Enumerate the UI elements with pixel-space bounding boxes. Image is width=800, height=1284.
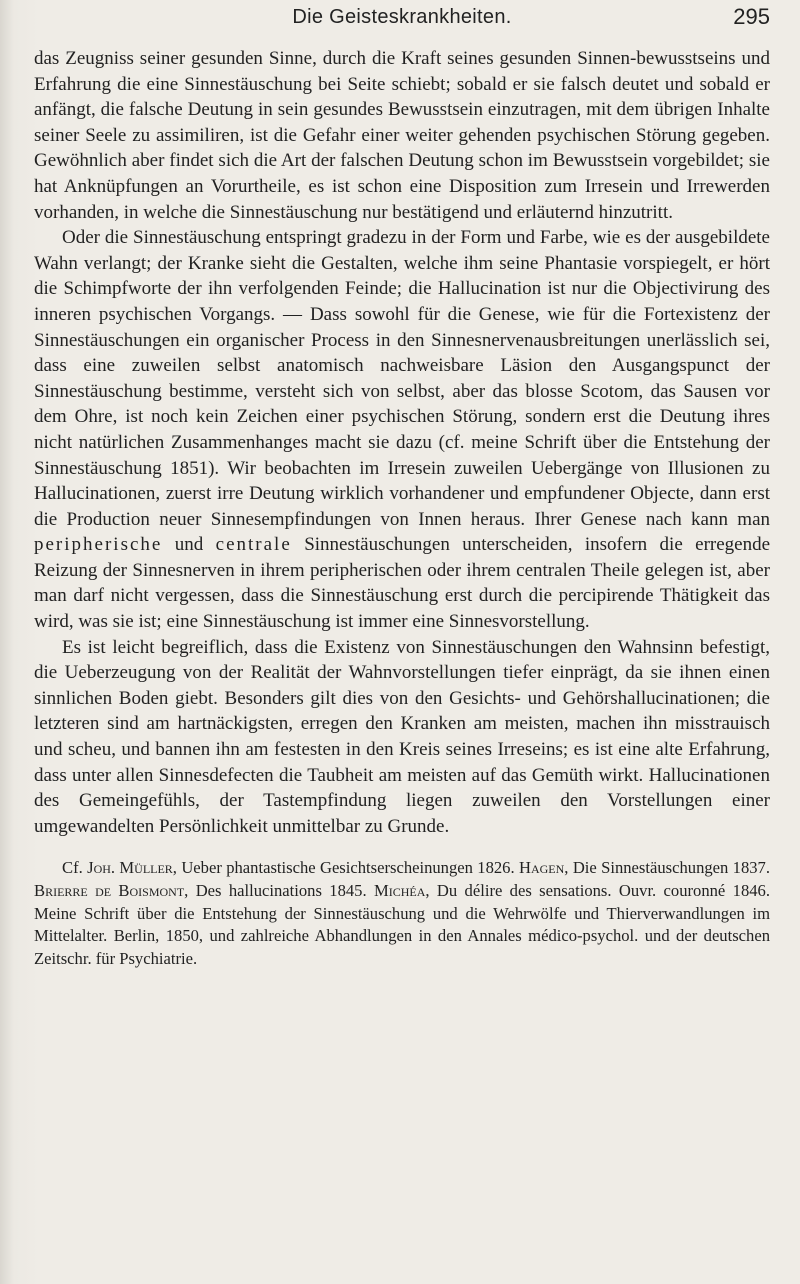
conjunction-und: und	[174, 534, 204, 556]
paragraph-2-text-a: Oder die Sinnestäuschung entspringt gradezu in der Form und Farbe, wie es der ausgebildete Wahn verlangt; der Kranke sieht die Gestalten, welche ihm seine Phantasie vorspiegelt, er hört die Schimpfworte der ihn verfolgenden Feinde; die Hallucination ist nur die Objectivirung des inneren psychischen Vorgangs. — Dass sowohl für die Genese, wie für die Fortexistenz der Sinnestäuschungen ein organischer Process in den Sinnesnervenausbreitungen unerlässlich sei, dass eine zuweilen selbst anatomisch nachweisbare Läsion den Ausgangspunct der Sinnestäuschung bestimme, versteht sich von selbst, aber das blosse Scotom, das Sausen vor dem Ohre, ist noch kein Zeichen einer psychischen Störung, sondern erst die Deutung ihres nicht natürlichen Zusammenhanges macht sie dazu (cf. meine Schrift über die Entstehung der Sinnestäuschung 1851). Wir beobachten im Irresein zuweilen Uebergänge von Illusionen zu Hallucinationen, zuerst irre Deutung wirklich vorhandener und empfundener Objecte, dann erst die Production neuer Sinnesempfindungen von Innen heraus. Ihrer Genese nach kann man	[34, 227, 770, 530]
running-title: Die Geisteskrankheiten.	[292, 6, 512, 28]
paragraph-1: das Zeugniss seiner gesunden Sinne, durch die Kraft seines gesunden Sinnen-bewusstseins und Erfahrung die eine Sinnestäuschung bei Seite schiebt; sobald er sie falsch deutet und sobald er anfängt, die falsche Deutung in sein gesundes Bewusstsein einzutragen, mit dem übrigen Inhalte seiner Seele zu assimiliren, ist die Gefahr einer weiter gehenden psychischen Störung gegeben. Gewöhnlich aber findet sich die Art der falschen Deutung schon im Bewusstsein vorgebildet; sie hat Anknüpfungen an Vorurtheile, es ist schon eine Disposition zum Irresein und Irrewerden vorhanden, in welche die Sinnestäuschung nur bestätigend und erläuternd hinzutritt.	[34, 48, 770, 223]
page-header	[34, 4, 770, 40]
paragraph-2-text-b: Sinnestäuschungen unterscheiden, insofern die erregende Reizung der Sinnesnerven in ihrem peripherischen oder ihrem centralen Theile gelegen ist, aber man darf nicht vergessen, dass die Sinnestäuschung erst durch die percipirende Thätigkeit das wird, was sie ist; eine Sinnestäuschung ist immer eine Sinnesvorstellung.	[34, 534, 771, 633]
ref-title-michea: Du délire des sensations. Ouvr. couronné 1846. Meine Schrift über die Entstehung der Sinnestäuschung und die Wehrwölfe und Thierverwandlungen im Mittelalter. Berlin, 1850, und zahlreiche Abhandlungen in den Annales médico-psychol. und der deutschen Zeitschr. für Psychiatrie.	[34, 881, 770, 968]
ref-cf: Cf.	[62, 858, 83, 878]
body-text	[34, 46, 770, 970]
term-peripherische: peripherische	[34, 534, 163, 556]
ref-title-hagen: Die Sinnestäuschungen 1837.	[572, 858, 771, 878]
paragraph-2	[34, 225, 770, 635]
ref-author-brierre: Brierre de Boismont,	[34, 881, 189, 900]
ref-title-brierre: Des hallucinations 1845.	[195, 881, 367, 900]
ref-title-mueller: Ueber phantastische Gesichtserscheinungen 1826.	[181, 858, 515, 878]
references	[34, 857, 770, 970]
ref-author-mueller: Joh. Müller,	[87, 858, 177, 878]
term-centrale: centrale	[215, 534, 292, 556]
ref-author-michea: Michéa,	[373, 881, 430, 900]
paragraph-3: Es ist leicht begreiflich, dass die Existenz von Sinnestäuschungen den Wahnsinn befestigt, die Ueberzeugung von der Realität der Wahnvorstellungen tiefer einprägt, da sie ihnen einen sinnlichen Boden giebt. Besonders gilt dies von den Gesichts- und Gehörshallucinationen; die letzteren sind am hartnäckigsten, erregen den Kranken am meisten, machen ihn misstrauisch und scheu, und bannen ihn am festesten in den Kreis seines Irreseins; es ist eine alte Erfahrung, dass unter allen Sinnesdefecten die Taubheit am meisten auf das Gemüth wirkt. Hallucinationen des Gemeingefühls, der Tastempfindung liegen zuweilen den Vorstellungen einer umgewandelten Persönlichkeit unmittelbar zu Grunde.	[34, 636, 770, 837]
ref-author-hagen: Hagen,	[518, 858, 569, 878]
page-number: 295	[733, 4, 770, 29]
